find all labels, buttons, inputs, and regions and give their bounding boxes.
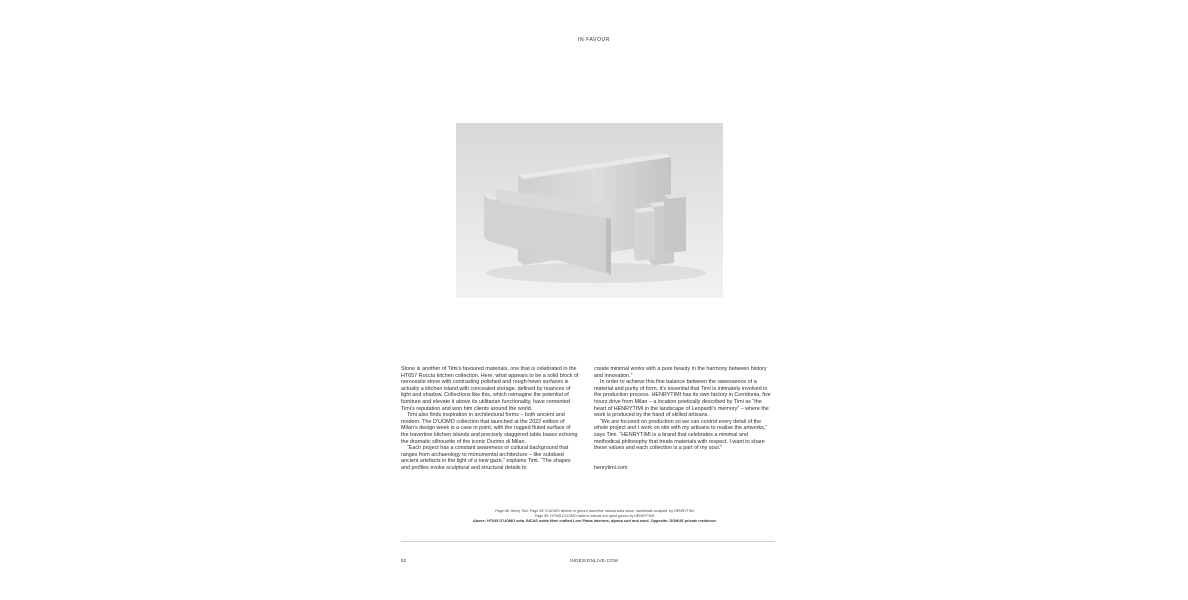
article-column-right [594, 366, 772, 471]
footer-divider [401, 541, 775, 542]
article-paragraph: “We are focused on production so we can control every detail of the whole project and I work on site with my artisans to realise the artworks,” says Timi. “HENRYTIMI is a brand that celebrates a minimal and methodical philosophy that treats materials with respect. I want to share these values and each collection is a part of my soul.” [594, 418, 768, 452]
article-paragraph: In order to achieve this fine balance between the rawessence of a material and purity of form, it’s essential that Timi is intimately involved in the production process. HENRYTIMI has its own factory in Corridonia, five hours drive from Milan – a location poetically described by Timi as “the heart of HENRYTIMI in the landscape of Leopardi’s memory” – where the work is produced by the hand of skilled artisans. [594, 379, 771, 419]
article-column-left [401, 366, 579, 472]
page-number: 52 [401, 558, 407, 563]
caption-line: Page 48: Henry Timi. Page 49: D’UOMO kitchen in grezzo travertine natural solid stone, handmade sculpted, by HENRYTIMI. [495, 509, 695, 513]
caption-line: Above: HT045 D’UOMO sofa, INCAS noble fibre crafted Loro Piana Interiors, alpaca surf and wool. Opposite: DOMUS private residence. [473, 519, 717, 523]
article-paragraph: “Each project has a constant awareness or cultural background that ranges from archaeology to monumental architecture – like subdued ancient artefacts in the light of a new gaze,” explains Timi. “The shapes and profiles evoke sculptural and structural details to [401, 445, 571, 471]
article-paragraph: Stone is another of Timi’s favoured materials, one that is celebrated in the HT657 Roccia kitchen collection. Here, what appears to be a solid block of neroossile stone with contrasting polished and rough-hewn surfaces is actually a kitchen island with concealed storage, defined by nuances of light and shadow. Collections like this, which reimagine the potential of furniture and elevate it above its utilitarian functionality, have cemented Timi’s reputation and won him clients around the world. [401, 366, 579, 412]
caption-line: Page 50: HT945 D’UOMO table in natural rich dyed grezzo by HENRYTIMI. [534, 514, 656, 518]
footer-site-url[interactable]: INDESIGNLIVE.COM [569, 558, 619, 563]
hero-image [456, 123, 723, 298]
image-captions [400, 509, 790, 524]
article-paragraph: Timi also finds inspiration in architectural forms – both ancient and modern. The D’UOMO collection that launched at the 2022 edition of Milan’s design week is a case in point, with the rugged fluted surface of the travertine kitchen islands and precisely staggered table bases echoing the dramatic silhouette of the iconic Duomo di Milan. [401, 412, 578, 445]
section-label: IN FAVOUR [578, 37, 610, 43]
website-link[interactable]: henrytimi.com [594, 464, 628, 471]
article-paragraph: create minimal works with a pure beauty in the harmony between history and innovation.” [594, 366, 767, 379]
